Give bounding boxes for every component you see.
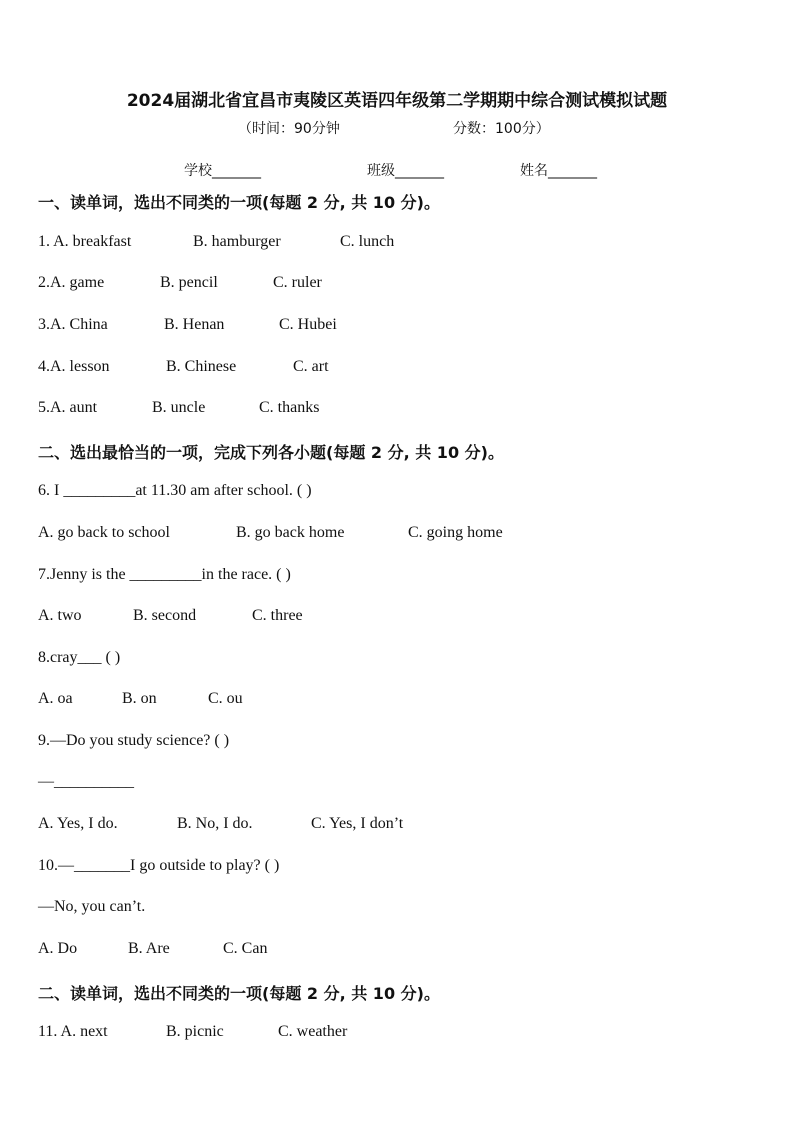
question-2-option-b: B. pencil bbox=[160, 274, 218, 291]
question-3-option-b: B. Henan bbox=[164, 316, 225, 333]
question-10-option-a: A. Do bbox=[38, 940, 78, 957]
question-7-option-b: B. second bbox=[133, 607, 197, 624]
question-5-option-b: B. uncle bbox=[152, 399, 206, 416]
question-2-option-c: C. ruler bbox=[273, 274, 322, 291]
question-7-option-a: A. two bbox=[38, 607, 82, 624]
question-9-option-a: A. Yes, I do. bbox=[38, 815, 118, 832]
question-6-option-c: C. going home bbox=[408, 524, 503, 541]
school-field: 学校_______ bbox=[184, 163, 261, 179]
exam-title: 2024届湖北省宜昌市夷陵区英语四年级第二学期期中综合测试模拟试题 bbox=[126, 91, 668, 111]
question-8-option-c: C. ou bbox=[208, 690, 243, 707]
question-11-option-c: C. weather bbox=[278, 1023, 348, 1040]
exam-time: （时间：90分钟 bbox=[238, 121, 340, 137]
section-heading-2: 二、选出最恰当的一项，完成下列各小题(每题 2 分, 共 10 分)。 bbox=[38, 443, 504, 462]
question-9-stem: 9.—Do you study science? ( ) bbox=[38, 732, 230, 749]
question-9-option-b: B. No, I do. bbox=[177, 815, 253, 832]
question-9-answer-blank: —__________ bbox=[38, 773, 134, 790]
question-8-stem: 8.cray___ ( ) bbox=[38, 649, 121, 666]
question-8-option-b: B. on bbox=[122, 690, 157, 707]
question-8-option-a: A. oa bbox=[38, 690, 73, 707]
question-6-option-a: A. go back to school bbox=[38, 524, 170, 541]
question-5-option-c: C. thanks bbox=[259, 399, 320, 416]
section-heading-1: 一、读单词，选出不同类的一项(每题 2 分, 共 10 分)。 bbox=[38, 193, 440, 212]
question-3-option-c: C. Hubei bbox=[279, 316, 337, 333]
question-11-option-b: B. picnic bbox=[166, 1023, 224, 1040]
question-6-stem: 6. I _________at 11.30 am after school. ( ) bbox=[38, 482, 312, 499]
question-10-option-b: B. Are bbox=[128, 940, 170, 957]
question-4-option-c: C. art bbox=[293, 358, 329, 375]
exam-score: 分数：100分） bbox=[453, 121, 550, 137]
question-11-option-a: 11. A. next bbox=[38, 1023, 108, 1040]
question-2-option-a: 2.A. game bbox=[38, 274, 105, 291]
question-10-stem: 10.—_______I go outside to play? ( ) bbox=[38, 857, 280, 874]
question-10-option-c: C. Can bbox=[223, 940, 268, 957]
name-field: 姓名_______ bbox=[520, 163, 597, 179]
section-heading-3: 二、读单词，选出不同类的一项(每题 2 分, 共 10 分)。 bbox=[38, 984, 440, 1003]
question-3-option-a: 3.A. China bbox=[38, 316, 108, 333]
question-6-option-b: B. go back home bbox=[236, 524, 345, 541]
question-7-option-c: C. three bbox=[252, 607, 303, 624]
question-1-option-b: B. hamburger bbox=[193, 233, 281, 250]
question-5-option-a: 5.A. aunt bbox=[38, 399, 98, 416]
question-4-option-a: 4.A. lesson bbox=[38, 358, 110, 375]
question-9-option-c: C. Yes, I don’t bbox=[311, 815, 404, 832]
question-1-option-c: C. lunch bbox=[340, 233, 395, 250]
question-4-option-b: B. Chinese bbox=[166, 358, 237, 375]
question-1-option-a: 1. A. breakfast bbox=[38, 233, 132, 250]
class-field: 班级_______ bbox=[367, 163, 444, 179]
question-7-stem: 7.Jenny is the _________in the race. ( ) bbox=[38, 566, 291, 583]
question-10-reply: —No, you can’t. bbox=[38, 898, 146, 915]
